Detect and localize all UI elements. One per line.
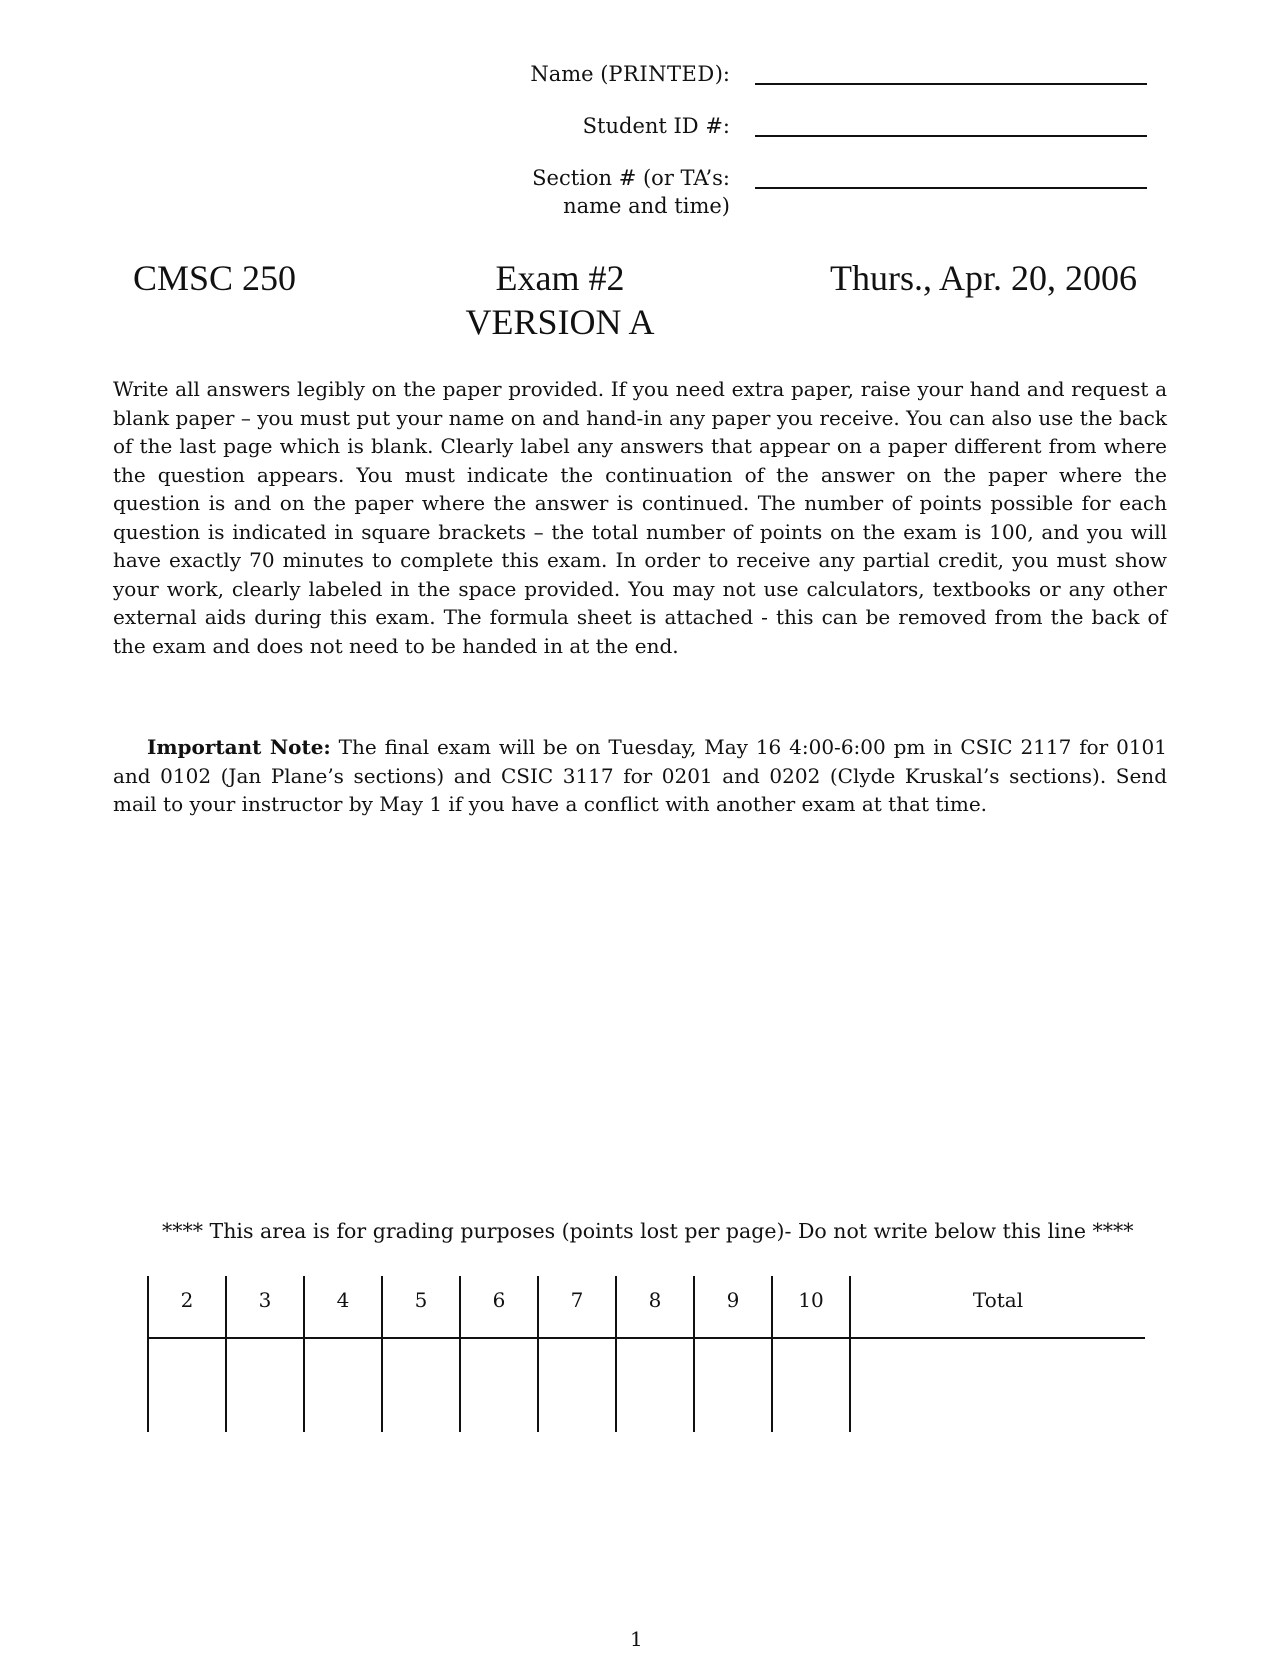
grade-cell[interactable] (226, 1338, 304, 1432)
grade-column-header: 6 (460, 1276, 538, 1338)
exam-version: VERSION A (465, 302, 655, 342)
student-id-label: Student ID #: (582, 114, 730, 138)
grade-cell[interactable] (460, 1338, 538, 1432)
grade-column-header: 9 (694, 1276, 772, 1338)
grade-cell[interactable] (148, 1338, 226, 1432)
grade-column-header: 10 (772, 1276, 850, 1338)
grade-column-header: 3 (226, 1276, 304, 1338)
total-column-header: Total (850, 1276, 1145, 1338)
grade-cell[interactable] (772, 1338, 850, 1432)
grade-cell[interactable] (304, 1338, 382, 1432)
section-label: Section # (or TA’s: name and time) (532, 166, 730, 218)
exam-date: Thurs., Apr. 20, 2006 (830, 258, 1138, 298)
important-note (113, 733, 1167, 819)
exam-number: Exam #2 (495, 258, 625, 298)
student-id-field-line[interactable] (755, 135, 1147, 137)
instructions-paragraph: Write all answers legibly on the paper provided. If you need extra paper, raise your hand and request a blank paper – you must put your name on and hand-in any paper you receive. You can also use the back of the last page which is blank. Clearly label any answers that appear on a paper different from where the question appears. You must indicate the continuation of the answer on the paper where the question is and on the paper where the answer is continued. The number of points possible for each question is indicated in square brackets – the total number of points on the exam is 100, and you will have exactly 70 minutes to complete this exam. In order to receive any partial credit, you must show your work, clearly labeled in the space provided. You may not use calculators, textbooks or any other external aids during this exam. The formula sheet is attached - this can be removed from the back of the exam and does not need to be handed in at the end. (113, 377, 1167, 658)
course-code: CMSC 250 (133, 258, 297, 298)
grading-area-title: **** This area is for grading purposes (points lost per page)- Do not write below this line **** (162, 1219, 1134, 1243)
important-note-heading: Important Note: (147, 735, 331, 759)
grade-cell[interactable] (382, 1338, 460, 1432)
grade-cell[interactable] (538, 1338, 616, 1432)
important-note-text: The final exam will be on Tuesday, May 16 4:00-6:00 pm in CSIC 2117 for 0101 and 0102 (Jan Plane’s sections) and CSIC 3117 for 0201 and 0202 (Clyde Kruskal’s sections). Send mail to your instructor by May 1 if you have a conflict with another exam at that time. (113, 735, 1167, 816)
grade-column-header: 2 (148, 1276, 226, 1338)
name-label: Name (PRINTED): (530, 62, 730, 86)
grade-column-header: 8 (616, 1276, 694, 1338)
grading-table (147, 1276, 1145, 1432)
exam-title (440, 256, 680, 344)
grade-cell[interactable] (694, 1338, 772, 1432)
grade-column-header: 7 (538, 1276, 616, 1338)
name-field-line[interactable] (755, 83, 1147, 85)
grade-column-header: 5 (382, 1276, 460, 1338)
section-field-line[interactable] (755, 187, 1147, 189)
grade-column-header: 4 (304, 1276, 382, 1338)
page-number: 1 (630, 1627, 643, 1651)
total-cell[interactable] (850, 1338, 1145, 1432)
grade-cell[interactable] (616, 1338, 694, 1432)
